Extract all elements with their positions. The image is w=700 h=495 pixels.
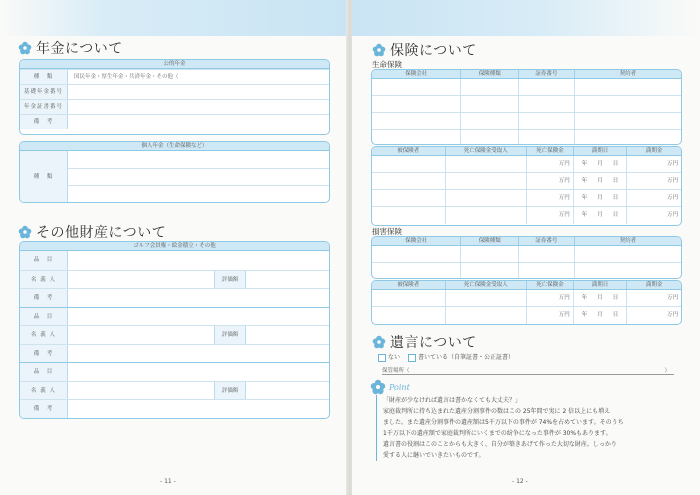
table-row xyxy=(372,96,681,113)
flower-icon xyxy=(18,225,32,239)
row-value[interactable] xyxy=(68,345,329,363)
row-value[interactable] xyxy=(68,115,329,129)
date-part-label: 月 xyxy=(597,161,603,167)
date-part-label: 月 xyxy=(597,312,603,318)
table-cell[interactable] xyxy=(461,113,519,129)
assets-heading-text: その他財産について xyxy=(36,225,167,241)
column-header: 契約者 xyxy=(619,71,637,77)
public-pension-box xyxy=(19,59,330,135)
form-row xyxy=(20,325,329,344)
table-cell[interactable] xyxy=(372,173,446,189)
date-part-label: 日 xyxy=(612,312,619,318)
row-label: 品 目 xyxy=(20,308,68,326)
table-cell[interactable] xyxy=(372,290,446,306)
table-cell[interactable] xyxy=(627,173,681,189)
table-row xyxy=(372,246,681,263)
table-cell[interactable] xyxy=(372,130,461,145)
table-cell[interactable] xyxy=(575,130,681,145)
life-insurance-label: 生命保険 xyxy=(372,60,402,69)
row-label: 基礎年金番号 xyxy=(20,85,68,99)
form-row xyxy=(20,288,329,307)
pension-heading xyxy=(18,38,123,58)
column-header: 死亡保険金受取人 xyxy=(446,147,527,155)
table-row xyxy=(372,207,681,224)
life-head1 xyxy=(372,70,681,79)
row-label: 品 目 xyxy=(20,363,68,381)
life-insurance-top-box xyxy=(371,69,682,145)
form-row xyxy=(20,362,329,381)
column-header: 保険種類 xyxy=(461,70,519,78)
row-label: 備 考 xyxy=(20,115,68,129)
date-part-label: 年 xyxy=(581,212,588,218)
option-label: 書いている（自筆証書・公正証書） xyxy=(418,354,515,361)
private-pension-lines xyxy=(68,151,329,203)
row-label: 名 義 人 xyxy=(20,326,68,344)
checkbox-icon[interactable] xyxy=(408,354,416,362)
date-part-label: 月 xyxy=(597,178,603,184)
form-row xyxy=(20,270,329,289)
valuation-label: 評価額 xyxy=(214,382,246,400)
entry-line[interactable] xyxy=(68,169,329,187)
table-cell[interactable] xyxy=(574,207,628,224)
storage-close: ） xyxy=(664,368,670,374)
column-header: 満期日 xyxy=(574,281,628,289)
table-cell[interactable] xyxy=(574,190,628,206)
column-header: 保険会社 xyxy=(372,70,461,78)
table-cell[interactable] xyxy=(575,79,681,95)
date-part-label: 日 xyxy=(612,178,619,184)
column-header: 死亡保険金 xyxy=(527,147,574,155)
date-part-label: 日 xyxy=(612,212,619,218)
date-part-label: 年 xyxy=(581,312,588,318)
row-value[interactable] xyxy=(68,271,214,289)
row-value[interactable] xyxy=(68,326,214,344)
table-cell[interactable] xyxy=(372,79,461,95)
date-part-label: 年 xyxy=(581,295,588,301)
flower-icon xyxy=(372,43,386,57)
checkbox-icon[interactable] xyxy=(378,354,386,362)
will-options xyxy=(378,352,514,362)
table-cell[interactable] xyxy=(519,130,575,145)
row-value[interactable]: 国民年金・厚生年金・共済年金・その他（ xyxy=(74,74,179,80)
table-row xyxy=(372,79,681,96)
row-label: 品 目 xyxy=(20,251,68,270)
table-row xyxy=(372,113,681,130)
unit-label: 万円 xyxy=(558,195,570,201)
insurance-heading-text: 保険について xyxy=(390,43,477,59)
table-cell[interactable] xyxy=(575,96,681,112)
table-row xyxy=(372,290,681,307)
date-part-label: 日 xyxy=(612,195,619,201)
table-cell[interactable] xyxy=(527,173,574,189)
column-header: 満期日 xyxy=(574,147,628,155)
table-cell[interactable] xyxy=(575,113,681,129)
point-title: Point xyxy=(389,383,410,392)
column-header: 証券番号 xyxy=(519,237,575,245)
column-header: 保険会社 xyxy=(372,237,461,245)
dmg-head1 xyxy=(372,237,681,246)
column-header: 満期金 xyxy=(645,148,663,154)
table-row xyxy=(372,130,681,145)
point-line: 愛する人に継いでいきたいものです。 xyxy=(383,452,485,459)
table-cell[interactable] xyxy=(372,156,446,172)
dmg-body2 xyxy=(372,290,681,324)
point-line: 遺言書の役割はこのことからも大きく、自分が築きあげて作った大切な財産。しっかり xyxy=(383,441,617,448)
assets-box xyxy=(19,241,330,419)
row-value[interactable] xyxy=(68,85,329,99)
damage-insurance-top-box xyxy=(371,236,682,279)
life-insurance-bottom-box xyxy=(371,146,682,226)
private-pension-box xyxy=(19,141,330,203)
row-value[interactable] xyxy=(68,289,329,307)
table-cell[interactable] xyxy=(372,96,461,112)
table-cell[interactable] xyxy=(372,263,461,279)
row-value[interactable] xyxy=(68,382,214,400)
date-part-label: 月 xyxy=(597,295,603,301)
entry-line[interactable] xyxy=(68,186,329,203)
valuation-label: 評価額 xyxy=(214,271,246,289)
will-option-no[interactable] xyxy=(378,352,400,362)
row-label: 年金証書番号 xyxy=(20,100,68,114)
table-cell[interactable] xyxy=(627,207,681,224)
pension-heading-text: 年金について xyxy=(36,41,123,57)
assets-bar: ゴルフ会員権・絵金積立・その他 xyxy=(20,242,329,251)
flower-icon xyxy=(18,41,32,55)
row-label: 備 考 xyxy=(20,289,68,307)
asset-groups xyxy=(20,251,329,418)
table-cell[interactable] xyxy=(372,113,461,129)
form-row xyxy=(20,307,329,326)
table-cell[interactable] xyxy=(446,156,527,172)
table-cell[interactable] xyxy=(574,156,628,172)
valuation-value[interactable] xyxy=(246,271,329,289)
unit-label: 万円 xyxy=(558,295,570,301)
unit-label: 万円 xyxy=(666,295,678,301)
will-heading-text: 遺言について xyxy=(390,335,477,351)
column-header: 契約者 xyxy=(619,238,637,244)
form-row xyxy=(20,69,329,84)
column-header: 被保険者 xyxy=(372,147,446,155)
unit-label: 万円 xyxy=(666,212,678,218)
table-cell[interactable] xyxy=(574,307,628,324)
form-row xyxy=(20,114,329,129)
row-value[interactable] xyxy=(68,100,329,114)
column-header: 証券番号 xyxy=(519,70,575,78)
page-12 xyxy=(352,0,700,495)
will-heading xyxy=(372,332,477,352)
table-cell[interactable] xyxy=(446,290,527,306)
table-cell[interactable] xyxy=(527,307,574,324)
row-label: 備 考 xyxy=(20,400,68,418)
date-part-label: 年 xyxy=(581,161,588,167)
assets-heading xyxy=(18,222,166,242)
life-body1 xyxy=(372,79,681,145)
table-cell[interactable] xyxy=(574,173,628,189)
form-row xyxy=(20,99,329,114)
table-cell[interactable] xyxy=(372,246,461,262)
life-head2 xyxy=(372,147,681,156)
dmg-head2 xyxy=(372,281,681,290)
unit-label: 万円 xyxy=(666,178,678,184)
table-cell[interactable] xyxy=(372,190,446,206)
table-cell[interactable] xyxy=(372,307,446,324)
row-value[interactable] xyxy=(68,400,329,418)
table-cell[interactable] xyxy=(461,263,519,279)
date-part-label: 月 xyxy=(597,195,603,201)
top-band xyxy=(0,0,348,36)
damage-insurance-bottom-box xyxy=(371,280,682,325)
table-row xyxy=(372,156,681,173)
table-cell[interactable] xyxy=(519,79,575,95)
table-row xyxy=(372,263,681,279)
page-11 xyxy=(0,0,348,495)
date-part-label: 月 xyxy=(597,212,603,218)
insurance-heading xyxy=(372,40,477,60)
point-line: 家庭裁判所に持ち込まれた遺産分割事件の数はこの 25年間で実に 2 倍以上にも増え xyxy=(383,408,611,415)
page-number: - 11 - xyxy=(160,478,176,485)
unit-label: 万円 xyxy=(666,312,678,318)
unit-label: 万円 xyxy=(558,312,570,318)
point-line: 「財産が少なければ遺言は書かなくても大丈夫？」 xyxy=(383,397,522,404)
page-number: - 12 - xyxy=(512,478,528,485)
table-cell[interactable] xyxy=(461,79,519,95)
table-cell[interactable] xyxy=(372,207,446,224)
row-label: 備 考 xyxy=(20,345,68,363)
will-option-yes[interactable] xyxy=(408,352,514,362)
storage-label: 保管場所（ xyxy=(382,368,410,374)
table-cell[interactable] xyxy=(527,156,574,172)
date-part-label: 年 xyxy=(581,178,588,184)
column-header: 死亡保険金受取人 xyxy=(446,281,527,289)
table-row xyxy=(372,190,681,207)
date-part-label: 日 xyxy=(612,295,619,301)
point-line: ました。また遺産分割事件の遺産額は5千万以下の事件が 74%を占めています。そのうち xyxy=(383,419,624,426)
date-part-label: 年 xyxy=(581,195,588,201)
column-header: 満期金 xyxy=(645,282,663,288)
column-header: 保険種類 xyxy=(461,237,519,245)
option-label: ない xyxy=(388,354,401,361)
table-cell[interactable] xyxy=(446,190,527,206)
row-value[interactable] xyxy=(68,251,329,270)
valuation-value[interactable] xyxy=(246,382,329,400)
table-cell[interactable] xyxy=(519,113,575,129)
form-row xyxy=(20,344,329,363)
valuation-label: 評価額 xyxy=(214,326,246,344)
dmg-body1 xyxy=(372,246,681,279)
table-cell[interactable] xyxy=(527,190,574,206)
point-text xyxy=(376,395,686,461)
table-cell[interactable] xyxy=(627,156,681,172)
form-row xyxy=(20,399,329,418)
row-value[interactable] xyxy=(68,363,329,381)
form-row xyxy=(20,251,329,270)
table-cell[interactable] xyxy=(627,190,681,206)
top-band xyxy=(352,0,700,36)
table-cell[interactable] xyxy=(527,207,574,224)
row-value[interactable] xyxy=(68,308,329,326)
form-row xyxy=(20,84,329,99)
row-label: 名 義 人 xyxy=(20,382,68,400)
unit-label: 万円 xyxy=(558,161,570,167)
flower-icon xyxy=(372,335,386,349)
column-header: 被保険者 xyxy=(372,281,446,289)
entry-line[interactable] xyxy=(68,151,329,169)
table-cell[interactable] xyxy=(446,207,527,224)
row-label: 種 類 xyxy=(20,70,68,84)
table-cell[interactable] xyxy=(519,246,575,262)
life-body2 xyxy=(372,156,681,224)
flower-icon xyxy=(370,379,386,395)
table-row xyxy=(372,307,681,324)
unit-label: 万円 xyxy=(558,178,570,184)
table-cell[interactable] xyxy=(574,290,628,306)
table-cell[interactable] xyxy=(527,290,574,306)
table-cell[interactable] xyxy=(461,130,519,145)
column-header: 死亡保険金 xyxy=(527,281,574,289)
unit-label: 万円 xyxy=(666,195,678,201)
table-row xyxy=(372,173,681,190)
table-cell[interactable] xyxy=(446,307,527,324)
table-cell[interactable] xyxy=(575,263,681,279)
form-row xyxy=(20,381,329,400)
private-pension-bar: 個人年金（生命保険など） xyxy=(20,142,329,151)
storage-place-line[interactable] xyxy=(382,366,674,375)
unit-label: 万円 xyxy=(666,161,678,167)
table-cell[interactable] xyxy=(519,96,575,112)
table-cell[interactable] xyxy=(519,263,575,279)
table-cell[interactable] xyxy=(446,173,527,189)
valuation-value[interactable] xyxy=(246,326,329,344)
table-cell[interactable] xyxy=(627,307,681,324)
unit-label: 万円 xyxy=(558,212,570,218)
point-line: 1千万以下の遺産額で家庭裁判所にいくまでの紛争になった事件が 30%もあります。 xyxy=(383,430,612,437)
table-cell[interactable] xyxy=(461,96,519,112)
table-cell[interactable] xyxy=(461,246,519,262)
damage-insurance-label: 損害保険 xyxy=(372,227,402,236)
table-cell[interactable] xyxy=(627,290,681,306)
row-label: 名 義 人 xyxy=(20,271,68,289)
table-cell[interactable] xyxy=(575,246,681,262)
date-part-label: 日 xyxy=(612,161,619,167)
public-pension-bar: 公的年金 xyxy=(20,60,329,69)
row-label: 種 類 xyxy=(20,151,68,203)
